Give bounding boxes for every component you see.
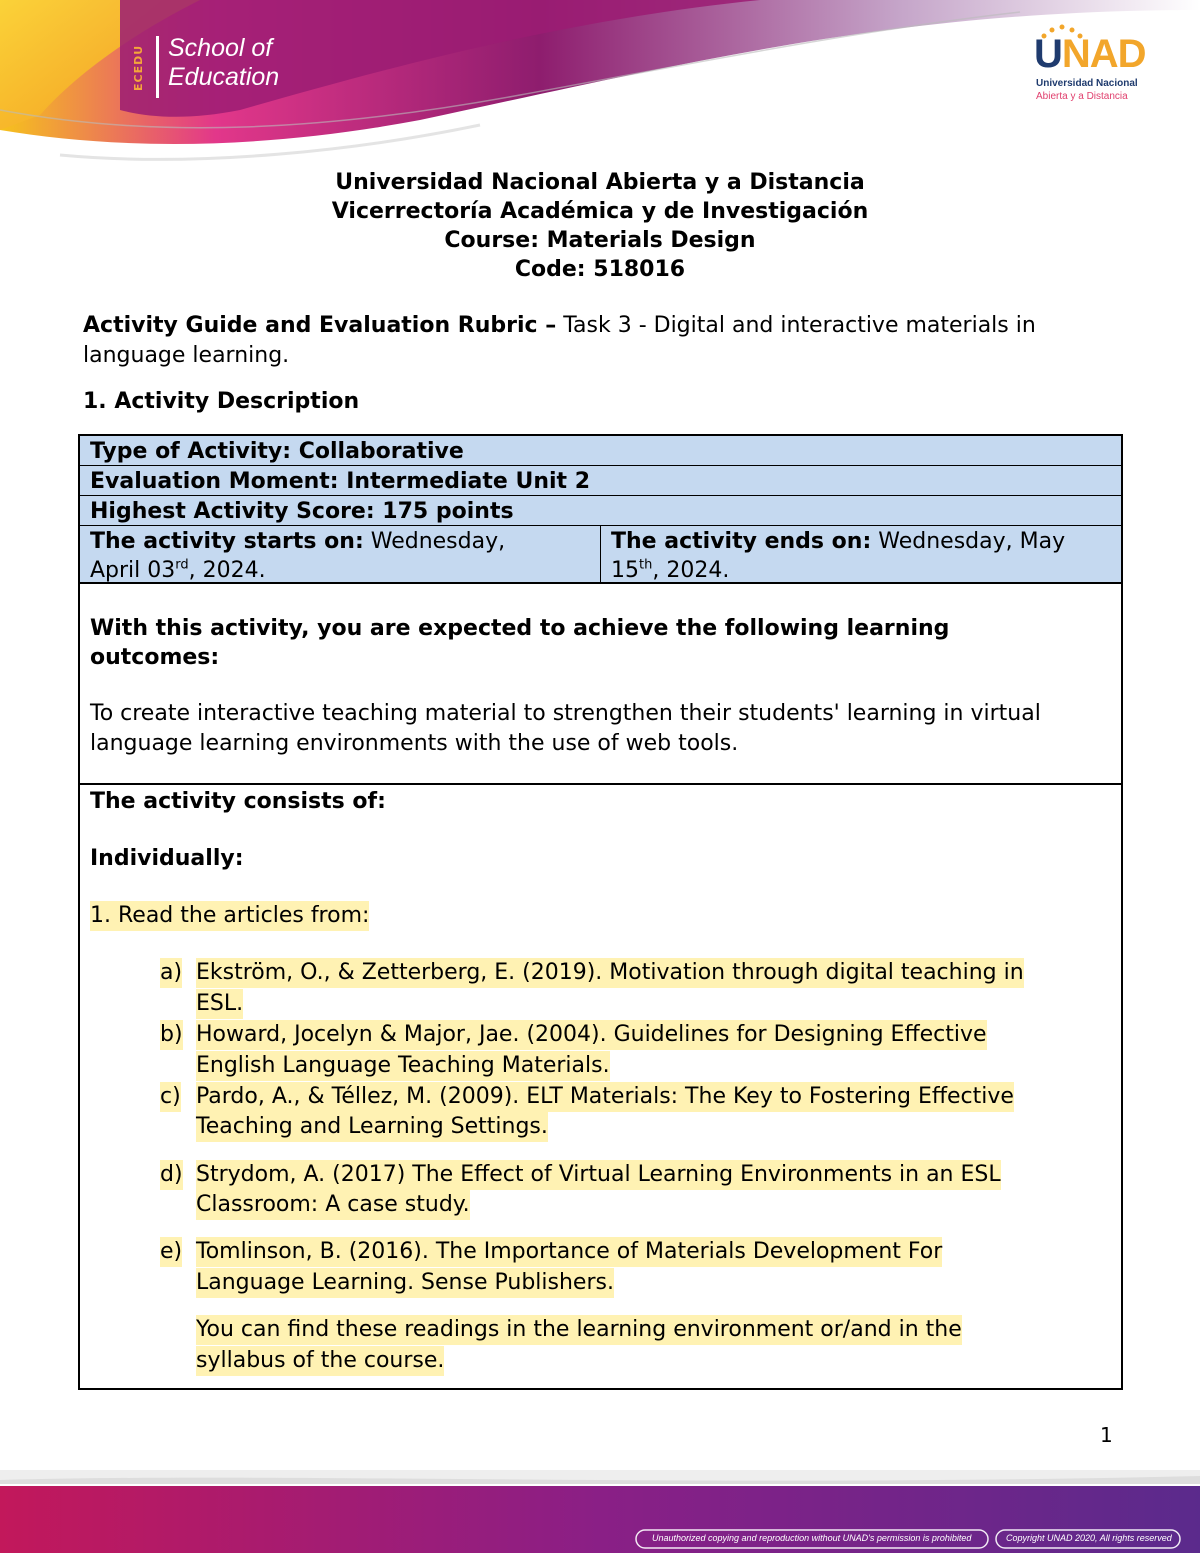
guide-heading-text: Task 3 - Digital and interactive materials in language learning. [83, 313, 1036, 368]
page-number: 1 [1100, 1423, 1113, 1447]
start-label: The activity starts on: [90, 529, 364, 554]
readings-note-line1: You can find these readings in the learning environment or/and in the [196, 1315, 962, 1345]
row-learning-outcomes [80, 584, 1121, 785]
evaluation-moment: Evaluation Moment: Intermediate Unit 2 [90, 469, 591, 494]
guide-heading [83, 311, 1123, 371]
row-type-of-activity [80, 436, 1121, 466]
start-date-suffix: rd [175, 557, 189, 573]
row-evaluation-moment [80, 466, 1121, 496]
ecedu-logo-tag: ECEDU [132, 44, 145, 92]
article-b-marker: b) [160, 1020, 183, 1050]
row-highest-score [80, 496, 1121, 526]
article-d-line2: Classroom: A case study. [196, 1190, 470, 1220]
activity-description-table [78, 434, 1123, 1390]
footer-copying-notice: Unauthorized copying and reproduction without UNAD's permission is prohibited [652, 1533, 972, 1543]
start-value: Wednesday, [363, 529, 506, 554]
article-d-marker: d) [160, 1160, 183, 1190]
activity-start-cell [80, 526, 601, 584]
article-b-line1: Howard, Jocelyn & Major, Jae. (2004). Guidelines for Designing Effective [196, 1020, 987, 1050]
type-of-activity: Type of Activity: Collaborative [90, 439, 464, 464]
learning-outcomes-answer: To create interactive teaching material to strengthen their students' learning in virtual language learning environments with the use of web tools. [90, 701, 1041, 756]
unad-logo-line2: Abierta y a Distancia [1036, 91, 1128, 102]
unad-logo-wordmark: UNAD [1034, 32, 1146, 76]
individually-heading: Individually: [90, 846, 244, 871]
start-year: , 2024. [188, 558, 266, 583]
logo-divider [156, 36, 159, 98]
school-logo-name [168, 34, 279, 92]
unad-logo-line1: Universidad Nacional [1036, 78, 1138, 89]
title-course: Course: Materials Design [444, 228, 756, 253]
article-a-marker: a) [160, 958, 182, 988]
article-e-marker: e) [160, 1237, 182, 1267]
article-c-line2: Teaching and Learning Settings. [196, 1112, 548, 1142]
end-year: , 2024. [652, 558, 730, 583]
article-b-line2: English Language Teaching Materials. [196, 1051, 610, 1081]
school-logo-line1: School of [168, 34, 273, 62]
article-d-line1: Strydom, A. (2017) The Effect of Virtual Learning Environments in an ESL [196, 1160, 1001, 1190]
learning-outcomes-question: With this activity, you are expected to achieve the following learning outcomes: [90, 616, 950, 670]
unad-logo [1034, 22, 1164, 107]
section-heading: 1. Activity Description [83, 389, 360, 414]
highest-activity-score: Highest Activity Score: 175 points [90, 499, 514, 524]
title-university: Universidad Nacional Abierta y a Distancia [335, 170, 865, 195]
start-date: April 03 [90, 558, 176, 583]
title-vicerrectoria: Vicerrectoría Académica y de Investigación [331, 199, 869, 224]
article-a-line2: ESL. [196, 989, 243, 1019]
title-code: Code: 518016 [514, 257, 686, 282]
article-e-line2: Language Learning. Sense Publishers. [196, 1268, 614, 1298]
article-c-marker: c) [160, 1082, 181, 1112]
row-activity-dates [80, 526, 1121, 584]
guide-heading-bold: Activity Guide and Evaluation Rubric – [83, 313, 557, 338]
end-date-suffix: th [639, 557, 653, 573]
readings-note-line2: syllabus of the course. [196, 1346, 444, 1376]
step-1-read-articles: 1. Read the articles from: [90, 901, 369, 931]
end-label: The activity ends on: [611, 529, 872, 554]
activity-end-cell [601, 526, 1121, 584]
article-a-line1: Ekström, O., & Zetterberg, E. (2019). Motivation through digital teaching in [196, 958, 1024, 988]
school-logo-line2: Education [168, 63, 280, 91]
article-e-line1: Tomlinson, B. (2016). The Importance of Materials Development For [196, 1237, 942, 1267]
row-activity-consists [80, 785, 1121, 1388]
document-title [0, 168, 1200, 284]
article-c-line1: Pardo, A., & Téllez, M. (2009). ELT Materials: The Key to Fostering Effective [196, 1082, 1014, 1112]
end-date: 15 [611, 558, 639, 583]
school-of-education-logo [128, 32, 328, 102]
consists-heading: The activity consists of: [90, 789, 386, 814]
footer-copyright-notice: Copyright UNAD 2020, All rights reserved [1006, 1533, 1172, 1543]
end-value: Wednesday, May [871, 529, 1066, 554]
